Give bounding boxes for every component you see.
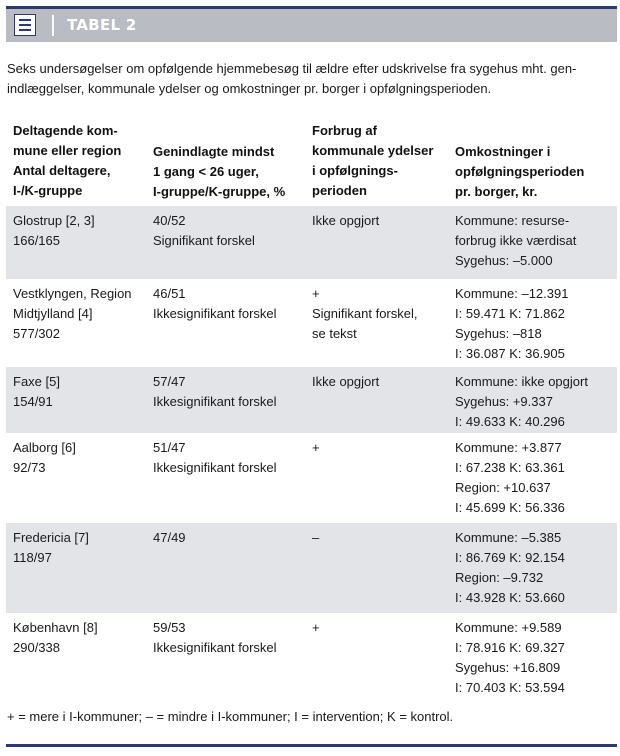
cell-line: 290/338 bbox=[13, 640, 60, 655]
header-line: pr. borger, kr. bbox=[455, 184, 538, 199]
cell-line: Glostrup [2, 3] bbox=[13, 213, 95, 228]
cell-line: Ikke opgjort bbox=[312, 374, 380, 389]
cell-line: I: 86.769 K: 92.154 bbox=[455, 550, 565, 565]
column-header-municipality bbox=[13, 121, 121, 201]
caption-line: Seks undersøgelser om opfølgende hjemmebesøg til ældre efter udskrivelse fra sygehus mht. gen- bbox=[7, 61, 577, 76]
header-line: Omkostninger i bbox=[455, 144, 551, 159]
cell-line: 154/91 bbox=[13, 394, 53, 409]
cell-readmitted bbox=[153, 211, 303, 251]
document-icon bbox=[14, 14, 36, 36]
cell-line: 57/47 bbox=[153, 374, 186, 389]
cell-line: Kommune: ikke opgjort bbox=[455, 374, 588, 389]
cell-line: Sygehus: +16.809 bbox=[455, 660, 561, 675]
cell-line: I: 67.238 K: 63.361 bbox=[455, 460, 565, 475]
cell-line: Aalborg [6] bbox=[13, 440, 76, 455]
header-line: perioden bbox=[312, 183, 367, 198]
cell-line: 46/51 bbox=[153, 286, 186, 301]
column-header-municipal-services bbox=[312, 121, 433, 201]
cell-line: Ikke opgjort bbox=[312, 213, 380, 228]
header-line: Forbrug af bbox=[312, 123, 377, 138]
cell-line: I: 45.699 K: 56.336 bbox=[455, 500, 565, 515]
cell-line: I: 78.916 K: 69.327 bbox=[455, 640, 565, 655]
cell-line: Kommune: +3.877 bbox=[455, 440, 562, 455]
cell-line: Signifikant forskel bbox=[153, 233, 255, 248]
cell-line: + bbox=[312, 440, 320, 455]
cell-municipality bbox=[13, 372, 151, 412]
cell-municipality bbox=[13, 438, 151, 478]
cell-line: I: 36.087 K: 36.905 bbox=[455, 346, 565, 361]
cell-line: Kommune: resurse- bbox=[455, 213, 570, 228]
cell-line: I: 49.633 K: 40.296 bbox=[455, 414, 565, 429]
cell-line: Ikkesignifikant forskel bbox=[153, 460, 277, 475]
header-line: Deltagende kom- bbox=[13, 123, 118, 138]
cell-line: 51/47 bbox=[153, 440, 186, 455]
cell-line: Ikkesignifikant forskel bbox=[153, 394, 277, 409]
cell-line: Kommune: +9.589 bbox=[455, 620, 562, 635]
cell-line: Sygehus: –818 bbox=[455, 326, 542, 341]
cell-services bbox=[312, 438, 452, 458]
cell-line: Faxe [5] bbox=[13, 374, 60, 389]
header-line: i opfølgnings- bbox=[312, 163, 398, 178]
header-line: Genindlagte mindst bbox=[153, 144, 275, 159]
cell-costs bbox=[455, 372, 615, 432]
cell-line: Region: –9.732 bbox=[455, 570, 544, 585]
column-header-costs bbox=[455, 142, 584, 202]
header-line: mune eller region bbox=[13, 143, 122, 158]
table-row bbox=[6, 279, 617, 367]
cell-line: + bbox=[312, 286, 320, 301]
table-row bbox=[6, 367, 617, 433]
cell-costs bbox=[455, 528, 615, 608]
cell-line: Ikkesignifikant forskel bbox=[153, 640, 277, 655]
table-row bbox=[6, 523, 617, 613]
table-row bbox=[6, 613, 617, 705]
cell-line: se tekst bbox=[312, 326, 357, 341]
header-line: I-/K-gruppe bbox=[13, 183, 83, 198]
table-footnote: + = mere i I-kommuner; – = mindre i I-kommuner; I = intervention; K = kontrol. bbox=[7, 709, 454, 724]
cell-line: 40/52 bbox=[153, 213, 186, 228]
cell-line: Sygehus: –5.000 bbox=[455, 253, 553, 268]
cell-line: 118/97 bbox=[13, 550, 52, 565]
column-header-readmitted bbox=[153, 142, 285, 202]
cell-readmitted bbox=[153, 284, 303, 324]
cell-line: – bbox=[312, 530, 320, 545]
cell-line: Vestklyngen, Region bbox=[13, 286, 132, 301]
cell-line: 577/302 bbox=[13, 326, 60, 341]
cell-line: I: 43.928 K: 53.660 bbox=[455, 590, 565, 605]
table-caption bbox=[7, 59, 613, 99]
cell-municipality bbox=[13, 618, 151, 658]
table-title-bar bbox=[6, 6, 617, 42]
cell-line: 92/73 bbox=[13, 460, 46, 475]
cell-line: Fredericia [7] bbox=[13, 530, 89, 545]
cell-municipality bbox=[13, 284, 151, 344]
cell-line: + bbox=[312, 620, 320, 635]
cell-line: Signifikant forskel, bbox=[312, 306, 418, 321]
cell-costs bbox=[455, 211, 615, 271]
cell-readmitted bbox=[153, 438, 303, 478]
cell-municipality bbox=[13, 528, 151, 568]
header-line: Antal deltagere, bbox=[13, 163, 111, 178]
cell-line: 166/165 bbox=[13, 233, 60, 248]
cell-services bbox=[312, 211, 452, 231]
cell-services bbox=[312, 372, 452, 392]
cell-costs bbox=[455, 618, 615, 698]
title-divider bbox=[52, 15, 54, 36]
header-line: I-gruppe/K-gruppe, % bbox=[153, 184, 286, 199]
bottom-rule bbox=[6, 744, 617, 747]
header-line: 1 gang < 26 uger, bbox=[153, 164, 259, 179]
cell-line: 47/49 bbox=[153, 530, 186, 545]
cell-line: Midtjylland [4] bbox=[13, 306, 93, 321]
cell-line: Kommune: –12.391 bbox=[455, 286, 569, 301]
cell-services bbox=[312, 528, 452, 548]
cell-line: Ikkesignifikant forskel bbox=[153, 306, 277, 321]
cell-municipality bbox=[13, 211, 151, 251]
table-row bbox=[6, 206, 617, 279]
cell-services bbox=[312, 618, 452, 638]
cell-services bbox=[312, 284, 452, 344]
cell-readmitted bbox=[153, 528, 303, 548]
header-line: opfølgningsperioden bbox=[455, 164, 585, 179]
cell-costs bbox=[455, 284, 615, 364]
table-title: TABEL 2 bbox=[67, 16, 137, 34]
cell-costs bbox=[455, 438, 615, 518]
cell-line: Kommune: –5.385 bbox=[455, 530, 562, 545]
cell-line: 59/53 bbox=[153, 620, 186, 635]
cell-line: I: 59.471 K: 71.862 bbox=[455, 306, 565, 321]
cell-readmitted bbox=[153, 618, 303, 658]
cell-line: Sygehus: +9.337 bbox=[455, 394, 553, 409]
cell-line: forbrug ikke værdisat bbox=[455, 233, 577, 248]
table-row bbox=[6, 433, 617, 523]
cell-line: Region: +10.637 bbox=[455, 480, 551, 495]
cell-line: I: 70.403 K: 53.594 bbox=[455, 680, 565, 695]
header-line: kommunale ydelser bbox=[312, 143, 434, 158]
cell-line: København [8] bbox=[13, 620, 98, 635]
caption-line: indlæggelser, kommunale ydelser og omkostninger pr. borger i opfølgningsperioden. bbox=[7, 81, 492, 96]
cell-readmitted bbox=[153, 372, 303, 412]
